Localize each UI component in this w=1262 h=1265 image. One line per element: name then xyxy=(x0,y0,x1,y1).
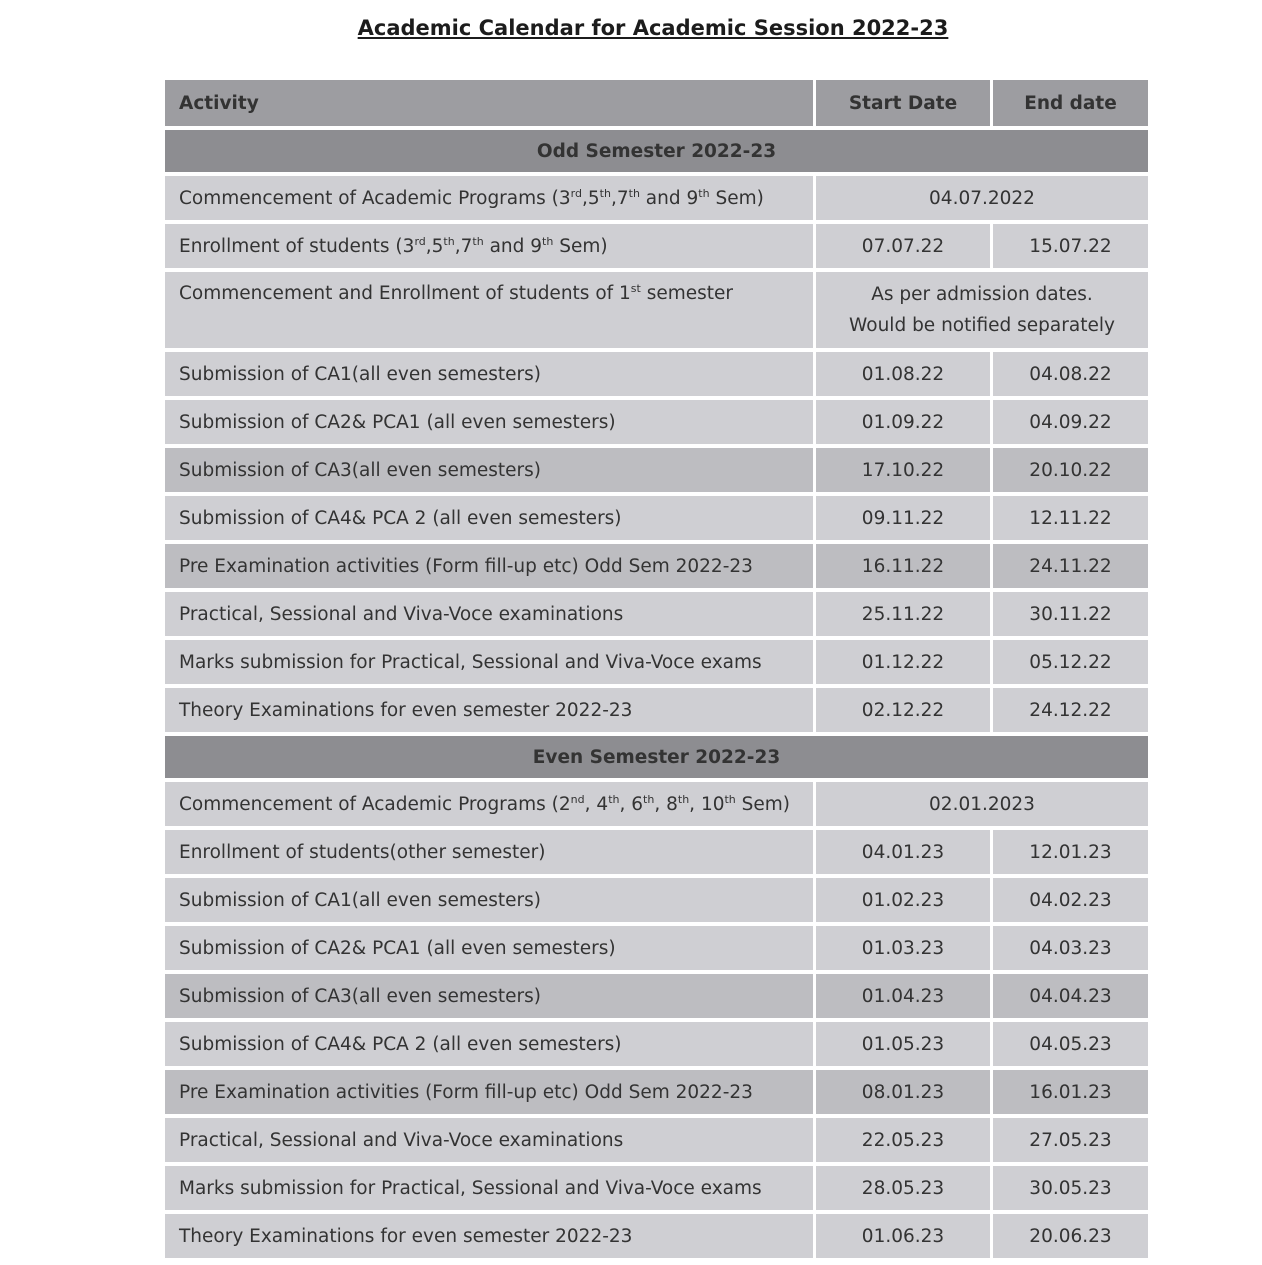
end-date: 16.01.23 xyxy=(990,1070,1148,1114)
activity-cell: Commencement of Academic Programs (2nd, 4th, 6th, 8th, 10th Sem) xyxy=(165,782,813,826)
table-row xyxy=(165,640,1148,684)
end-date: 15.07.22 xyxy=(990,224,1148,268)
activity-cell: Submission of CA4& PCA 2 (all even semesters) xyxy=(165,496,813,540)
activity-cell: Enrollment of students (3rd,5th,7th and 9th Sem) xyxy=(165,224,813,268)
end-date: 04.04.23 xyxy=(990,974,1148,1018)
start-date: 07.07.22 xyxy=(813,224,990,268)
end-date: 12.11.22 xyxy=(990,496,1148,540)
table-row xyxy=(165,272,1148,348)
even-semester-heading: Even Semester 2022-23 xyxy=(165,736,1148,778)
table-row xyxy=(165,1166,1148,1210)
start-date: 22.05.23 xyxy=(813,1118,990,1162)
activity-cell: Pre Examination activities (Form fill-up etc) Odd Sem 2022-23 xyxy=(165,1070,813,1114)
start-date: 17.10.22 xyxy=(813,448,990,492)
table-row xyxy=(165,1214,1148,1258)
activity-cell: Practical, Sessional and Viva-Voce examinations xyxy=(165,1118,813,1162)
header-start-date: Start Date xyxy=(813,80,990,126)
table-row xyxy=(165,224,1148,268)
activity-cell: Enrollment of students(other semester) xyxy=(165,830,813,874)
activity-cell: Commencement and Enrollment of students of 1st semester xyxy=(165,272,813,348)
start-date: 01.12.22 xyxy=(813,640,990,684)
activity-cell: Submission of CA2& PCA1 (all even semesters) xyxy=(165,926,813,970)
start-date: 08.01.23 xyxy=(813,1070,990,1114)
end-date: 24.11.22 xyxy=(990,544,1148,588)
table-row xyxy=(165,448,1148,492)
start-date: 01.06.23 xyxy=(813,1214,990,1258)
commencement-date: 04.07.2022 xyxy=(813,176,1148,220)
activity-cell: Submission of CA1(all even semesters) xyxy=(165,878,813,922)
end-date: 20.10.22 xyxy=(990,448,1148,492)
odd-semester-heading-row xyxy=(165,130,1148,172)
odd-semester-heading: Odd Semester 2022-23 xyxy=(165,130,1148,172)
academic-calendar-table xyxy=(165,76,1148,1262)
end-date: 30.05.23 xyxy=(990,1166,1148,1210)
end-date: 12.01.23 xyxy=(990,830,1148,874)
admission-note: As per admission dates. Would be notified separately xyxy=(813,272,1148,348)
table-row xyxy=(165,878,1148,922)
table-row xyxy=(165,830,1148,874)
table-row xyxy=(165,926,1148,970)
start-date: 01.02.23 xyxy=(813,878,990,922)
even-semester-heading-row xyxy=(165,736,1148,778)
start-date: 01.03.23 xyxy=(813,926,990,970)
start-date: 01.09.22 xyxy=(813,400,990,444)
table-row xyxy=(165,782,1148,826)
start-date: 25.11.22 xyxy=(813,592,990,636)
activity-cell: Marks submission for Practical, Sessional and Viva-Voce exams xyxy=(165,1166,813,1210)
start-date: 09.11.22 xyxy=(813,496,990,540)
start-date: 01.04.23 xyxy=(813,974,990,1018)
header-row xyxy=(165,80,1148,126)
end-date: 04.03.23 xyxy=(990,926,1148,970)
header-end-date: End date xyxy=(990,80,1148,126)
activity-cell: Practical, Sessional and Viva-Voce examinations xyxy=(165,592,813,636)
table-row xyxy=(165,496,1148,540)
start-date: 04.01.23 xyxy=(813,830,990,874)
end-date: 24.12.22 xyxy=(990,688,1148,732)
activity-cell: Marks submission for Practical, Sessional and Viva-Voce exams xyxy=(165,640,813,684)
commencement-date: 02.01.2023 xyxy=(813,782,1148,826)
activity-cell: Submission of CA2& PCA1 (all even semesters) xyxy=(165,400,813,444)
start-date: 16.11.22 xyxy=(813,544,990,588)
activity-cell: Pre Examination activities (Form fill-up etc) Odd Sem 2022-23 xyxy=(165,544,813,588)
activity-cell: Theory Examinations for even semester 2022-23 xyxy=(165,1214,813,1258)
table-row xyxy=(165,592,1148,636)
activity-cell: Commencement of Academic Programs (3rd,5th,7th and 9th Sem) xyxy=(165,176,813,220)
activity-cell: Theory Examinations for even semester 2022-23 xyxy=(165,688,813,732)
activity-cell: Submission of CA4& PCA 2 (all even semesters) xyxy=(165,1022,813,1066)
table-row xyxy=(165,688,1148,732)
end-date: 04.02.23 xyxy=(990,878,1148,922)
table-row xyxy=(165,400,1148,444)
start-date: 02.12.22 xyxy=(813,688,990,732)
table-row xyxy=(165,176,1148,220)
start-date: 01.08.22 xyxy=(813,352,990,396)
activity-cell: Submission of CA3(all even semesters) xyxy=(165,974,813,1018)
end-date: 04.08.22 xyxy=(990,352,1148,396)
start-date: 01.05.23 xyxy=(813,1022,990,1066)
end-date: 04.05.23 xyxy=(990,1022,1148,1066)
start-date: 28.05.23 xyxy=(813,1166,990,1210)
table-row xyxy=(165,1022,1148,1066)
end-date: 05.12.22 xyxy=(990,640,1148,684)
table-row xyxy=(165,352,1148,396)
table-row xyxy=(165,544,1148,588)
end-date: 20.06.23 xyxy=(990,1214,1148,1258)
end-date: 30.11.22 xyxy=(990,592,1148,636)
activity-cell: Submission of CA3(all even semesters) xyxy=(165,448,813,492)
table-row xyxy=(165,1070,1148,1114)
activity-cell: Submission of CA1(all even semesters) xyxy=(165,352,813,396)
table-row xyxy=(165,974,1148,1018)
table-row xyxy=(165,1118,1148,1162)
page-title: Academic Calendar for Academic Session 2022-23 xyxy=(357,16,949,40)
end-date: 04.09.22 xyxy=(990,400,1148,444)
end-date: 27.05.23 xyxy=(990,1118,1148,1162)
header-activity: Activity xyxy=(165,80,813,126)
